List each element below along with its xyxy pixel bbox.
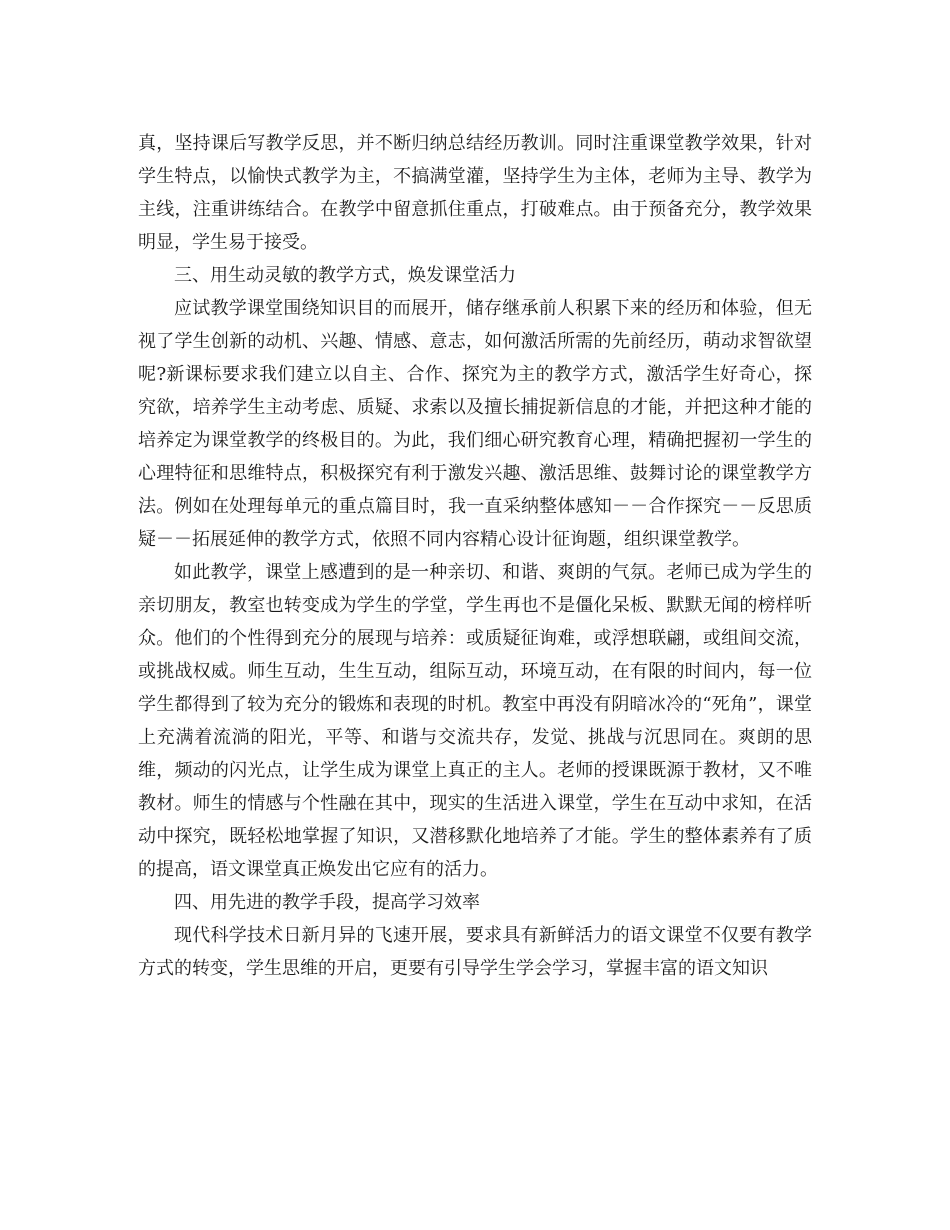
paragraph-classroom-atmosphere: 如此教学，课堂上感遭到的是一种亲切、和谐、爽朗的气氛。老师已成为学生的亲切朋友，教室也转变成为学生的学堂，学生再也不是僵化呆板、默默无闻的榜样听众。他们的个性得到充分的展现与培养：或质疑征询难，或浮想联翩，或组间交流，或挑战权威。师生互动，生生互动，组际互动，环境互动，在有限的时间内，每一位学生都得到了较为充分的锻炼和表现的时机。教室中再没有阴暗冰冷的“死角”，课堂上充满着流淌的阳光，平等、和谐与交流共存，发觉、挑战与沉思同在。爽朗的思维，频动的闪光点，让学生成为课堂上真正的主人。老师的授课既源于教材，又不唯教材。师生的情感与个性融在其中，现实的生活进入课堂，学生在互动中求知，在活动中探究，既轻松地掌握了知识，又潜移默化地培养了才能。学生的整体素养有了质的提高，语文课堂真正焕发出它应有的活力。 (138, 562, 812, 880)
document-body (138, 127, 812, 985)
paragraph-teaching-tools: 现代科学技术日新月异的飞速开展，要求具有新鲜活力的语文课堂不仅要有教学方式的转变，学生思维的开启，更要有引导学生学会学习，掌握丰富的语文知识 (138, 925, 812, 979)
section-heading-four: 四、用先进的教学手段，提高学习效率 (174, 892, 480, 913)
section-heading-three: 三、用生动灵敏的教学方式，焕发课堂活力 (174, 265, 516, 286)
paragraph-teaching-method: 应试教学课堂围绕知识目的而展开，储存继承前人积累下来的经历和体验，但无视了学生创新的动机、兴趣、情感、意志，如何激活所需的先前经历，萌动求智欲望呢?新课标要求我们建立以自主、合作、探究为主的教学方式，激活学生好奇心，探究欲，培养学生主动考虑、质疑、求索以及擅长捕捉新信息的才能，并把这种才能的培养定为课堂教学的终极目的。为此，我们细心研究教育心理，精确把握初一学生的心理特征和思维特点，积极探究有利于激发兴趣、激活思维、鼓舞讨论的课堂教学方法。例如在处理每单元的重点篇目时，我一直采纳整体感知－－合作探究－－反思质疑－－拓展延伸的教学方式，依照不同内容精心设计征询题，组织课堂教学。 (138, 298, 812, 550)
paragraph-continuation: 真，坚持课后写教学反思，并不断归纳总结经历教训。同时注重课堂教学效果，针对学生特点，以愉快式教学为主，不搞满堂灌，坚持学生为主体，老师为主导、教学为主线，注重讲练结合。在教学中留意抓住重点，打破难点。由于预备充分，教学效果明显，学生易于接受。 (138, 133, 812, 253)
